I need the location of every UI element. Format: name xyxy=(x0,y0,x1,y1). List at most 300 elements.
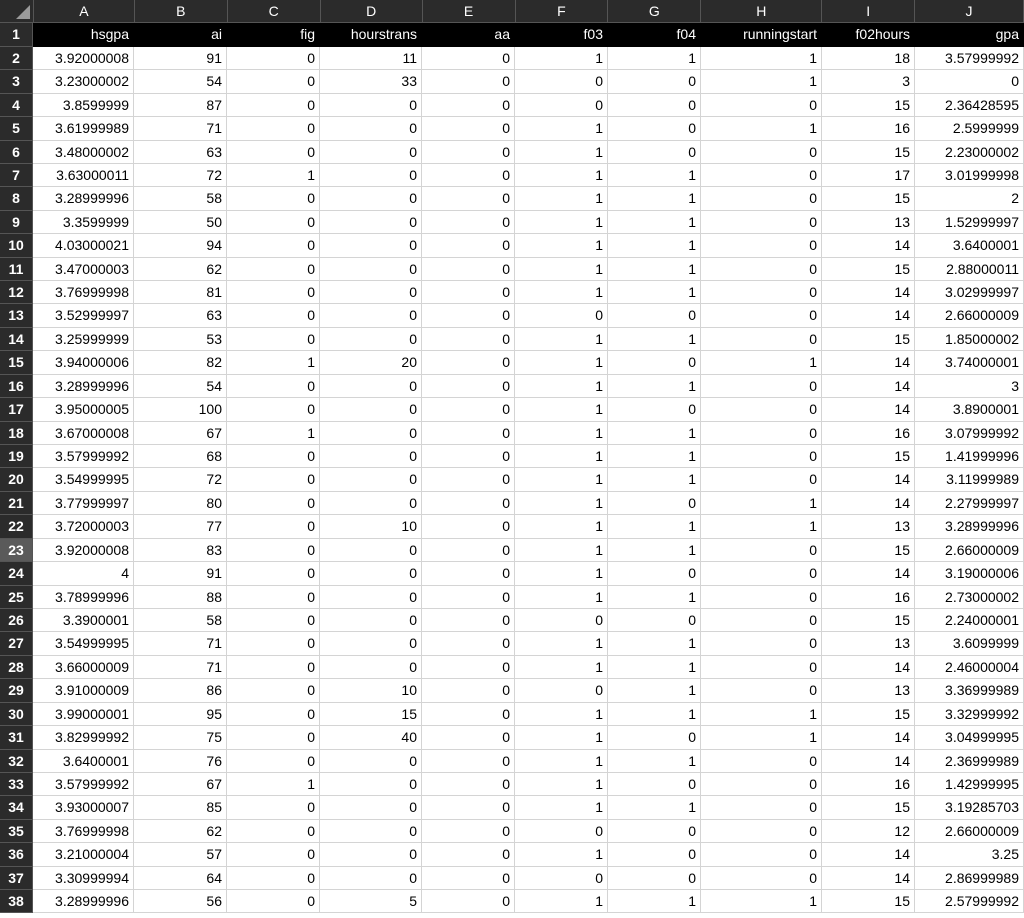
cell-d20[interactable]: 0 xyxy=(320,468,422,491)
cell-b32[interactable]: 76 xyxy=(134,750,227,773)
cell-h17[interactable]: 0 xyxy=(701,398,822,421)
cell-i38[interactable]: 15 xyxy=(822,890,915,913)
cell-h21[interactable]: 1 xyxy=(701,492,822,515)
row-header-35[interactable]: 35 xyxy=(0,820,33,843)
cell-b35[interactable]: 62 xyxy=(134,820,227,843)
cell-d36[interactable]: 0 xyxy=(320,843,422,866)
cell-c22[interactable]: 0 xyxy=(227,515,320,538)
row-header-9[interactable]: 9 xyxy=(0,211,33,234)
cell-b16[interactable]: 54 xyxy=(134,375,227,398)
cell-a6[interactable]: 3.48000002 xyxy=(33,141,134,164)
cell-c19[interactable]: 0 xyxy=(227,445,320,468)
cell-f23[interactable]: 1 xyxy=(515,539,608,562)
cell-f28[interactable]: 1 xyxy=(515,656,608,679)
cell-f31[interactable]: 1 xyxy=(515,726,608,749)
cell-h16[interactable]: 0 xyxy=(701,375,822,398)
cell-a13[interactable]: 3.52999997 xyxy=(33,304,134,327)
cell-j10[interactable]: 3.6400001 xyxy=(915,234,1024,257)
cell-j33[interactable]: 1.42999995 xyxy=(915,773,1024,796)
cell-j28[interactable]: 2.46000004 xyxy=(915,656,1024,679)
cell-f10[interactable]: 1 xyxy=(515,234,608,257)
cell-d29[interactable]: 10 xyxy=(320,679,422,702)
cell-f26[interactable]: 0 xyxy=(515,609,608,632)
cell-h37[interactable]: 0 xyxy=(701,867,822,890)
cell-b6[interactable]: 63 xyxy=(134,141,227,164)
cell-i6[interactable]: 15 xyxy=(822,141,915,164)
field-header-f04[interactable]: f04 xyxy=(608,23,701,46)
cell-g3[interactable]: 0 xyxy=(608,70,701,93)
cell-d37[interactable]: 0 xyxy=(320,867,422,890)
cell-i29[interactable]: 13 xyxy=(822,679,915,702)
cell-a33[interactable]: 3.57999992 xyxy=(33,773,134,796)
cell-j24[interactable]: 3.19000006 xyxy=(915,562,1024,585)
cell-i15[interactable]: 14 xyxy=(822,351,915,374)
row-header-6[interactable]: 6 xyxy=(0,141,33,164)
cell-b37[interactable]: 64 xyxy=(134,867,227,890)
cell-c35[interactable]: 0 xyxy=(227,820,320,843)
cell-e19[interactable]: 0 xyxy=(422,445,515,468)
cell-i11[interactable]: 15 xyxy=(822,258,915,281)
cell-a31[interactable]: 3.82999992 xyxy=(33,726,134,749)
cell-c18[interactable]: 1 xyxy=(227,422,320,445)
row-header-29[interactable]: 29 xyxy=(0,679,33,702)
cell-d21[interactable]: 0 xyxy=(320,492,422,515)
cell-j34[interactable]: 3.19285703 xyxy=(915,796,1024,819)
cell-g34[interactable]: 1 xyxy=(608,796,701,819)
cell-h10[interactable]: 0 xyxy=(701,234,822,257)
column-header-j[interactable]: J xyxy=(915,0,1024,23)
row-header-18[interactable]: 18 xyxy=(0,422,33,445)
cell-j11[interactable]: 2.88000011 xyxy=(915,258,1024,281)
cell-a4[interactable]: 3.8599999 xyxy=(33,94,134,117)
cell-d15[interactable]: 20 xyxy=(320,351,422,374)
cell-b31[interactable]: 75 xyxy=(134,726,227,749)
cell-i30[interactable]: 15 xyxy=(822,703,915,726)
row-header-26[interactable]: 26 xyxy=(0,609,33,632)
cell-c17[interactable]: 0 xyxy=(227,398,320,421)
cell-h24[interactable]: 0 xyxy=(701,562,822,585)
cell-i14[interactable]: 15 xyxy=(822,328,915,351)
cell-j20[interactable]: 3.11999989 xyxy=(915,468,1024,491)
cell-c37[interactable]: 0 xyxy=(227,867,320,890)
row-header-31[interactable]: 31 xyxy=(0,726,33,749)
cell-h22[interactable]: 1 xyxy=(701,515,822,538)
cell-f24[interactable]: 1 xyxy=(515,562,608,585)
cell-i4[interactable]: 15 xyxy=(822,94,915,117)
select-all-corner[interactable] xyxy=(0,0,34,23)
cell-c13[interactable]: 0 xyxy=(227,304,320,327)
cell-b21[interactable]: 80 xyxy=(134,492,227,515)
cell-c15[interactable]: 1 xyxy=(227,351,320,374)
cell-e2[interactable]: 0 xyxy=(422,47,515,70)
cell-d25[interactable]: 0 xyxy=(320,586,422,609)
cell-i9[interactable]: 13 xyxy=(822,211,915,234)
cell-d12[interactable]: 0 xyxy=(320,281,422,304)
cell-c7[interactable]: 1 xyxy=(227,164,320,187)
cell-c31[interactable]: 0 xyxy=(227,726,320,749)
cell-b9[interactable]: 50 xyxy=(134,211,227,234)
cell-g36[interactable]: 0 xyxy=(608,843,701,866)
row-header-3[interactable]: 3 xyxy=(0,70,33,93)
cell-j6[interactable]: 2.23000002 xyxy=(915,141,1024,164)
cell-d8[interactable]: 0 xyxy=(320,187,422,210)
cell-d4[interactable]: 0 xyxy=(320,94,422,117)
cell-e10[interactable]: 0 xyxy=(422,234,515,257)
cell-i33[interactable]: 16 xyxy=(822,773,915,796)
cell-g12[interactable]: 1 xyxy=(608,281,701,304)
cell-b36[interactable]: 57 xyxy=(134,843,227,866)
cell-c9[interactable]: 0 xyxy=(227,211,320,234)
cell-c34[interactable]: 0 xyxy=(227,796,320,819)
cell-i25[interactable]: 16 xyxy=(822,586,915,609)
cell-i2[interactable]: 18 xyxy=(822,47,915,70)
cell-d19[interactable]: 0 xyxy=(320,445,422,468)
cell-e6[interactable]: 0 xyxy=(422,141,515,164)
cell-d38[interactable]: 5 xyxy=(320,890,422,913)
cell-a32[interactable]: 3.6400001 xyxy=(33,750,134,773)
cell-i5[interactable]: 16 xyxy=(822,117,915,140)
cell-g31[interactable]: 0 xyxy=(608,726,701,749)
cell-g35[interactable]: 0 xyxy=(608,820,701,843)
cell-g22[interactable]: 1 xyxy=(608,515,701,538)
cell-c36[interactable]: 0 xyxy=(227,843,320,866)
cell-c28[interactable]: 0 xyxy=(227,656,320,679)
cell-d27[interactable]: 0 xyxy=(320,632,422,655)
cell-a21[interactable]: 3.77999997 xyxy=(33,492,134,515)
cell-b19[interactable]: 68 xyxy=(134,445,227,468)
cell-c6[interactable]: 0 xyxy=(227,141,320,164)
cell-e16[interactable]: 0 xyxy=(422,375,515,398)
cell-e22[interactable]: 0 xyxy=(422,515,515,538)
cell-c5[interactable]: 0 xyxy=(227,117,320,140)
cell-j22[interactable]: 3.28999996 xyxy=(915,515,1024,538)
cell-c8[interactable]: 0 xyxy=(227,187,320,210)
cell-h36[interactable]: 0 xyxy=(701,843,822,866)
cell-g28[interactable]: 1 xyxy=(608,656,701,679)
cell-a7[interactable]: 3.63000011 xyxy=(33,164,134,187)
cell-j26[interactable]: 2.24000001 xyxy=(915,609,1024,632)
cell-e35[interactable]: 0 xyxy=(422,820,515,843)
cell-c3[interactable]: 0 xyxy=(227,70,320,93)
cell-e18[interactable]: 0 xyxy=(422,422,515,445)
cell-i10[interactable]: 14 xyxy=(822,234,915,257)
cell-i21[interactable]: 14 xyxy=(822,492,915,515)
cell-i12[interactable]: 14 xyxy=(822,281,915,304)
cell-j17[interactable]: 3.8900001 xyxy=(915,398,1024,421)
cell-e12[interactable]: 0 xyxy=(422,281,515,304)
cell-i32[interactable]: 14 xyxy=(822,750,915,773)
cell-g5[interactable]: 0 xyxy=(608,117,701,140)
cell-b27[interactable]: 71 xyxy=(134,632,227,655)
cell-b17[interactable]: 100 xyxy=(134,398,227,421)
cell-g6[interactable]: 0 xyxy=(608,141,701,164)
cell-a16[interactable]: 3.28999996 xyxy=(33,375,134,398)
cell-f37[interactable]: 0 xyxy=(515,867,608,890)
cell-d35[interactable]: 0 xyxy=(320,820,422,843)
cell-i27[interactable]: 13 xyxy=(822,632,915,655)
cell-h3[interactable]: 1 xyxy=(701,70,822,93)
cell-a20[interactable]: 3.54999995 xyxy=(33,468,134,491)
cell-f15[interactable]: 1 xyxy=(515,351,608,374)
cell-i16[interactable]: 14 xyxy=(822,375,915,398)
cell-e3[interactable]: 0 xyxy=(422,70,515,93)
cell-a30[interactable]: 3.99000001 xyxy=(33,703,134,726)
cell-e37[interactable]: 0 xyxy=(422,867,515,890)
cell-d11[interactable]: 0 xyxy=(320,258,422,281)
cell-h2[interactable]: 1 xyxy=(701,47,822,70)
row-header-16[interactable]: 16 xyxy=(0,375,33,398)
cell-e31[interactable]: 0 xyxy=(422,726,515,749)
cell-f19[interactable]: 1 xyxy=(515,445,608,468)
cell-h28[interactable]: 0 xyxy=(701,656,822,679)
cell-g2[interactable]: 1 xyxy=(608,47,701,70)
cell-d32[interactable]: 0 xyxy=(320,750,422,773)
cell-g14[interactable]: 1 xyxy=(608,328,701,351)
cell-h12[interactable]: 0 xyxy=(701,281,822,304)
cell-b5[interactable]: 71 xyxy=(134,117,227,140)
field-header-f02hours[interactable]: f02hours xyxy=(822,23,915,46)
cell-a2[interactable]: 3.92000008 xyxy=(33,47,134,70)
cell-d30[interactable]: 15 xyxy=(320,703,422,726)
row-header-22[interactable]: 22 xyxy=(0,515,33,538)
cell-e5[interactable]: 0 xyxy=(422,117,515,140)
cell-d13[interactable]: 0 xyxy=(320,304,422,327)
cell-f9[interactable]: 1 xyxy=(515,211,608,234)
cell-c10[interactable]: 0 xyxy=(227,234,320,257)
cell-a24[interactable]: 4 xyxy=(33,562,134,585)
cell-i26[interactable]: 15 xyxy=(822,609,915,632)
cell-e7[interactable]: 0 xyxy=(422,164,515,187)
cell-e15[interactable]: 0 xyxy=(422,351,515,374)
cell-i35[interactable]: 12 xyxy=(822,820,915,843)
field-header-aa[interactable]: aa xyxy=(422,23,515,46)
cell-j5[interactable]: 2.5999999 xyxy=(915,117,1024,140)
cell-i28[interactable]: 14 xyxy=(822,656,915,679)
cell-g20[interactable]: 1 xyxy=(608,468,701,491)
cell-f35[interactable]: 0 xyxy=(515,820,608,843)
cell-a35[interactable]: 3.76999998 xyxy=(33,820,134,843)
cell-e24[interactable]: 0 xyxy=(422,562,515,585)
cell-j32[interactable]: 2.36999989 xyxy=(915,750,1024,773)
cell-j21[interactable]: 2.27999997 xyxy=(915,492,1024,515)
cell-h26[interactable]: 0 xyxy=(701,609,822,632)
cell-b4[interactable]: 87 xyxy=(134,94,227,117)
cell-h19[interactable]: 0 xyxy=(701,445,822,468)
cell-e36[interactable]: 0 xyxy=(422,843,515,866)
cell-c4[interactable]: 0 xyxy=(227,94,320,117)
cell-f2[interactable]: 1 xyxy=(515,47,608,70)
cell-f3[interactable]: 0 xyxy=(515,70,608,93)
cell-h32[interactable]: 0 xyxy=(701,750,822,773)
cell-g37[interactable]: 0 xyxy=(608,867,701,890)
cell-c27[interactable]: 0 xyxy=(227,632,320,655)
cell-i20[interactable]: 14 xyxy=(822,468,915,491)
cell-b33[interactable]: 67 xyxy=(134,773,227,796)
cell-e8[interactable]: 0 xyxy=(422,187,515,210)
row-header-5[interactable]: 5 xyxy=(0,117,33,140)
cell-f22[interactable]: 1 xyxy=(515,515,608,538)
column-header-d[interactable]: D xyxy=(321,0,423,23)
row-header-8[interactable]: 8 xyxy=(0,187,33,210)
cell-d16[interactable]: 0 xyxy=(320,375,422,398)
cell-e30[interactable]: 0 xyxy=(422,703,515,726)
cell-h11[interactable]: 0 xyxy=(701,258,822,281)
row-header-2[interactable]: 2 xyxy=(0,47,33,70)
cell-c30[interactable]: 0 xyxy=(227,703,320,726)
cell-i7[interactable]: 17 xyxy=(822,164,915,187)
cell-h31[interactable]: 1 xyxy=(701,726,822,749)
row-header-14[interactable]: 14 xyxy=(0,328,33,351)
cell-b20[interactable]: 72 xyxy=(134,468,227,491)
field-header-hourstrans[interactable]: hourstrans xyxy=(320,23,422,46)
cell-g10[interactable]: 1 xyxy=(608,234,701,257)
cell-j38[interactable]: 2.57999992 xyxy=(915,890,1024,913)
cell-b25[interactable]: 88 xyxy=(134,586,227,609)
cell-f6[interactable]: 1 xyxy=(515,141,608,164)
cell-a26[interactable]: 3.3900001 xyxy=(33,609,134,632)
row-header-38[interactable]: 38 xyxy=(0,890,33,913)
row-header-27[interactable]: 27 xyxy=(0,632,33,655)
cell-i22[interactable]: 13 xyxy=(822,515,915,538)
cell-g23[interactable]: 1 xyxy=(608,539,701,562)
cell-j31[interactable]: 3.04999995 xyxy=(915,726,1024,749)
cell-e23[interactable]: 0 xyxy=(422,539,515,562)
cell-i3[interactable]: 3 xyxy=(822,70,915,93)
cell-j9[interactable]: 1.52999997 xyxy=(915,211,1024,234)
row-header-4[interactable]: 4 xyxy=(0,94,33,117)
cell-d5[interactable]: 0 xyxy=(320,117,422,140)
cell-i19[interactable]: 15 xyxy=(822,445,915,468)
cell-g32[interactable]: 1 xyxy=(608,750,701,773)
cell-g11[interactable]: 1 xyxy=(608,258,701,281)
cell-e28[interactable]: 0 xyxy=(422,656,515,679)
cell-a11[interactable]: 3.47000003 xyxy=(33,258,134,281)
cell-a25[interactable]: 3.78999996 xyxy=(33,586,134,609)
cell-j14[interactable]: 1.85000002 xyxy=(915,328,1024,351)
column-header-h[interactable]: H xyxy=(701,0,822,23)
cell-f32[interactable]: 1 xyxy=(515,750,608,773)
row-header-32[interactable]: 32 xyxy=(0,750,33,773)
cell-a10[interactable]: 4.03000021 xyxy=(33,234,134,257)
cell-h14[interactable]: 0 xyxy=(701,328,822,351)
row-header-20[interactable]: 20 xyxy=(0,468,33,491)
cell-j30[interactable]: 3.32999992 xyxy=(915,703,1024,726)
row-header-28[interactable]: 28 xyxy=(0,656,33,679)
cell-e20[interactable]: 0 xyxy=(422,468,515,491)
cell-c11[interactable]: 0 xyxy=(227,258,320,281)
cell-b11[interactable]: 62 xyxy=(134,258,227,281)
cell-a8[interactable]: 3.28999996 xyxy=(33,187,134,210)
cell-i13[interactable]: 14 xyxy=(822,304,915,327)
cell-g24[interactable]: 0 xyxy=(608,562,701,585)
cell-d33[interactable]: 0 xyxy=(320,773,422,796)
cell-h6[interactable]: 0 xyxy=(701,141,822,164)
cell-j2[interactable]: 3.57999992 xyxy=(915,47,1024,70)
cell-c29[interactable]: 0 xyxy=(227,679,320,702)
cell-e9[interactable]: 0 xyxy=(422,211,515,234)
cell-b13[interactable]: 63 xyxy=(134,304,227,327)
cell-f4[interactable]: 0 xyxy=(515,94,608,117)
cell-h18[interactable]: 0 xyxy=(701,422,822,445)
cell-a23[interactable]: 3.92000008 xyxy=(33,539,134,562)
cell-g26[interactable]: 0 xyxy=(608,609,701,632)
cell-i24[interactable]: 14 xyxy=(822,562,915,585)
cell-c21[interactable]: 0 xyxy=(227,492,320,515)
cell-f25[interactable]: 1 xyxy=(515,586,608,609)
cell-e21[interactable]: 0 xyxy=(422,492,515,515)
cell-e4[interactable]: 0 xyxy=(422,94,515,117)
cell-i8[interactable]: 15 xyxy=(822,187,915,210)
cell-g18[interactable]: 1 xyxy=(608,422,701,445)
cell-j37[interactable]: 2.86999989 xyxy=(915,867,1024,890)
cell-d2[interactable]: 11 xyxy=(320,47,422,70)
row-header-15[interactable]: 15 xyxy=(0,351,33,374)
cell-a38[interactable]: 3.28999996 xyxy=(33,890,134,913)
cell-b8[interactable]: 58 xyxy=(134,187,227,210)
cell-a12[interactable]: 3.76999998 xyxy=(33,281,134,304)
cell-c33[interactable]: 1 xyxy=(227,773,320,796)
cell-f38[interactable]: 1 xyxy=(515,890,608,913)
cell-h29[interactable]: 0 xyxy=(701,679,822,702)
cell-g25[interactable]: 1 xyxy=(608,586,701,609)
cell-j27[interactable]: 3.6099999 xyxy=(915,632,1024,655)
row-header-11[interactable]: 11 xyxy=(0,258,33,281)
cell-f11[interactable]: 1 xyxy=(515,258,608,281)
cell-d26[interactable]: 0 xyxy=(320,609,422,632)
cell-d17[interactable]: 0 xyxy=(320,398,422,421)
cell-f21[interactable]: 1 xyxy=(515,492,608,515)
cell-e26[interactable]: 0 xyxy=(422,609,515,632)
cell-d10[interactable]: 0 xyxy=(320,234,422,257)
column-header-b[interactable]: B xyxy=(135,0,228,23)
cell-j12[interactable]: 3.02999997 xyxy=(915,281,1024,304)
cell-e14[interactable]: 0 xyxy=(422,328,515,351)
cell-b2[interactable]: 91 xyxy=(134,47,227,70)
cell-i23[interactable]: 15 xyxy=(822,539,915,562)
cell-d24[interactable]: 0 xyxy=(320,562,422,585)
cell-i37[interactable]: 14 xyxy=(822,867,915,890)
cell-h4[interactable]: 0 xyxy=(701,94,822,117)
cell-j19[interactable]: 1.41999996 xyxy=(915,445,1024,468)
cell-c16[interactable]: 0 xyxy=(227,375,320,398)
cell-c24[interactable]: 0 xyxy=(227,562,320,585)
cell-i17[interactable]: 14 xyxy=(822,398,915,421)
cell-f7[interactable]: 1 xyxy=(515,164,608,187)
row-header-10[interactable]: 10 xyxy=(0,234,33,257)
cell-a19[interactable]: 3.57999992 xyxy=(33,445,134,468)
cell-f14[interactable]: 1 xyxy=(515,328,608,351)
cell-f36[interactable]: 1 xyxy=(515,843,608,866)
cell-a17[interactable]: 3.95000005 xyxy=(33,398,134,421)
cell-b29[interactable]: 86 xyxy=(134,679,227,702)
cell-f13[interactable]: 0 xyxy=(515,304,608,327)
cell-d3[interactable]: 33 xyxy=(320,70,422,93)
row-header-25[interactable]: 25 xyxy=(0,586,33,609)
column-header-c[interactable]: C xyxy=(228,0,321,23)
row-header-23[interactable]: 23 xyxy=(0,539,33,562)
cell-f30[interactable]: 1 xyxy=(515,703,608,726)
row-header-1[interactable]: 1 xyxy=(0,23,33,46)
cell-d22[interactable]: 10 xyxy=(320,515,422,538)
column-header-i[interactable]: I xyxy=(822,0,915,23)
cell-g38[interactable]: 1 xyxy=(608,890,701,913)
column-header-g[interactable]: G xyxy=(608,0,701,23)
cell-h34[interactable]: 0 xyxy=(701,796,822,819)
cell-d18[interactable]: 0 xyxy=(320,422,422,445)
row-header-21[interactable]: 21 xyxy=(0,492,33,515)
cell-h25[interactable]: 0 xyxy=(701,586,822,609)
row-header-13[interactable]: 13 xyxy=(0,304,33,327)
